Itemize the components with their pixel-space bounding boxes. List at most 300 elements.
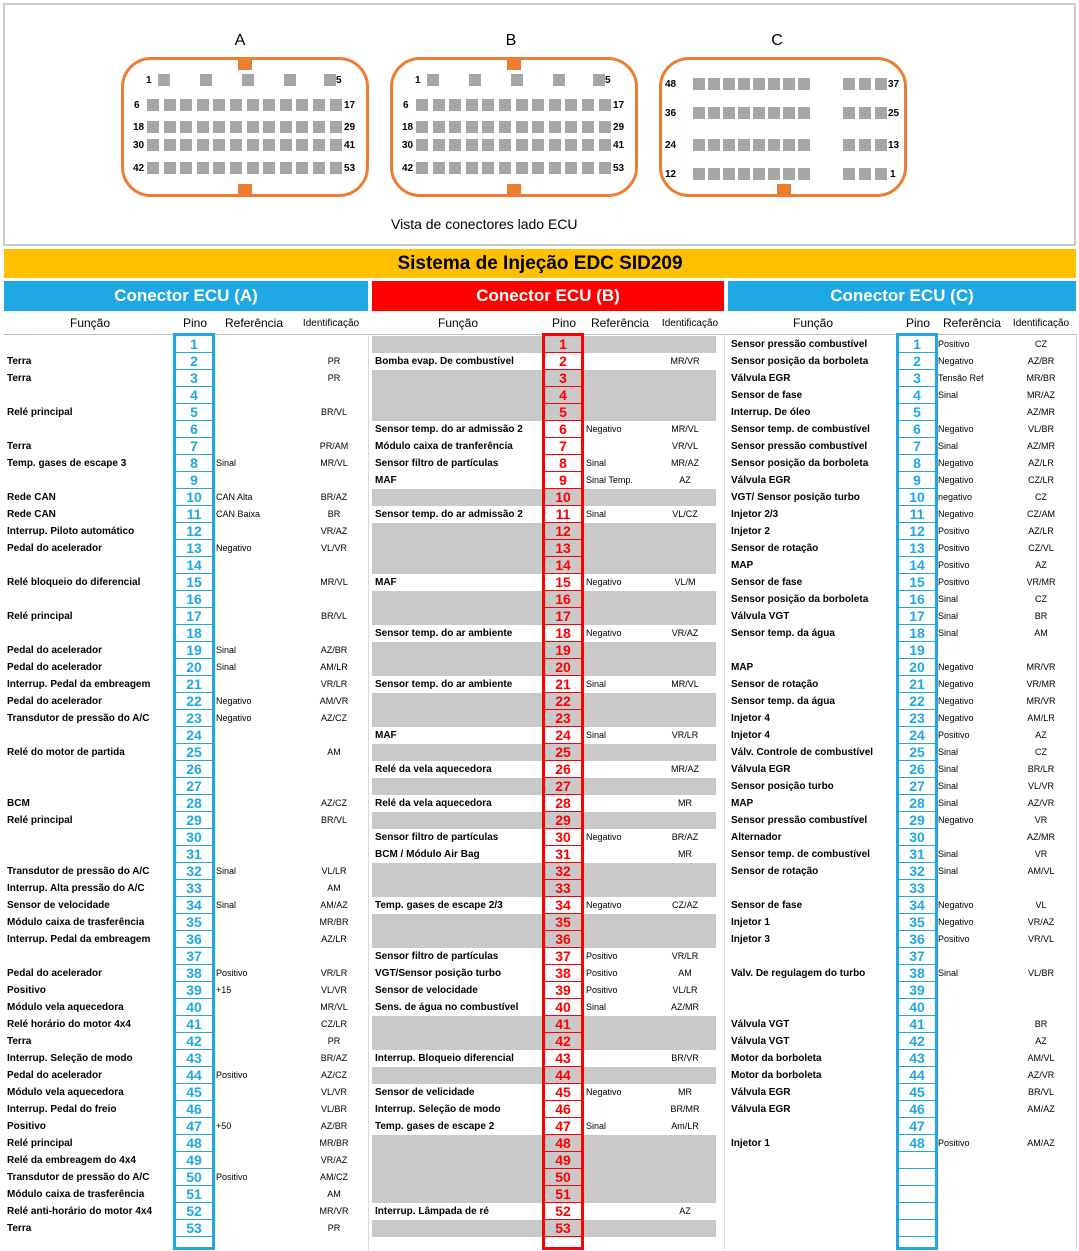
function-cell: Sensor pressão combustível: [731, 339, 868, 350]
identification-cell: AM/AZ: [1027, 1138, 1055, 1148]
connector-a-key-tab: [238, 60, 252, 70]
function-cell: Injetor 1: [731, 1138, 770, 1149]
pin-cavity: [147, 162, 159, 174]
pin-number: 19: [909, 642, 925, 658]
identification-cell: AM/VL: [1027, 866, 1055, 876]
pin-cavity: [449, 121, 461, 133]
function-cell: Temp. gases de escape 3: [7, 458, 127, 469]
reference-cell: Sinal: [938, 628, 959, 638]
identification-cell: CZ/LR: [1027, 475, 1054, 485]
column-header-pino: Pino: [905, 316, 931, 330]
pin-number: 45: [555, 1084, 571, 1100]
pin-number: 34: [909, 897, 925, 913]
pin-number: 29: [186, 812, 202, 828]
column-header-funcao: Função: [437, 316, 479, 330]
function-cell: Injetor 4: [731, 730, 770, 741]
pin-label: 17: [344, 100, 356, 111]
identification-cell: PR: [327, 373, 341, 383]
identification-cell: MR: [678, 1087, 692, 1097]
pin-cavity: [247, 139, 259, 151]
pin-cavity: [296, 99, 308, 111]
pin-cavity: [449, 139, 461, 151]
function-cell: Relé bloqueio do diferencial: [7, 577, 141, 588]
pin-cavity: [158, 74, 170, 86]
reference-cell: Positivo: [938, 934, 970, 944]
identification-cell: AM/CZ: [320, 1172, 348, 1182]
pin-cavity: [164, 162, 176, 174]
pin-number: 32: [186, 863, 202, 879]
pin-number: 20: [555, 659, 571, 675]
reference-cell: Positivo: [938, 560, 970, 570]
function-cell: Sensor temp. de combustível: [731, 849, 870, 860]
pin-cavity: [532, 139, 544, 151]
pin-cavity: [593, 74, 605, 86]
pin-number: 23: [909, 710, 925, 726]
pin-cavity: [516, 121, 528, 133]
identification-cell: AZ/BR: [320, 645, 348, 655]
pin-number: 37: [186, 948, 202, 964]
function-cell: Sensor de rotação: [731, 679, 819, 690]
identification-cell: AZ/VR: [1027, 1070, 1055, 1080]
pin-number: 45: [186, 1084, 202, 1100]
function-cell: Interrup. Lâmpada de ré: [375, 1206, 489, 1217]
identification-cell: BR/VL: [320, 407, 347, 417]
pin-column-frame-b: [542, 333, 584, 1250]
identification-cell: VL/VR: [320, 985, 347, 995]
identification-cell: BR: [1034, 1019, 1048, 1029]
identification-cell: AM/VL: [1027, 1053, 1055, 1063]
pin-cavity: [798, 168, 810, 180]
pin-cavity: [783, 139, 795, 151]
pin-cavity: [330, 121, 342, 133]
pin-number: 25: [555, 744, 571, 760]
reference-cell: Negativo: [938, 662, 974, 672]
identification-cell: PR/AM: [319, 441, 349, 451]
pin-cavity: [798, 78, 810, 90]
pin-cavity: [427, 74, 439, 86]
pin-cavity: [693, 168, 705, 180]
pin-number: 10: [186, 489, 202, 505]
identification-cell: VR: [1034, 849, 1048, 859]
function-cell: BCM: [7, 798, 30, 809]
pin-number: 42: [909, 1033, 925, 1049]
pin-number: 8: [913, 455, 921, 471]
function-cell: Motor da borboleta: [731, 1053, 822, 1064]
pin-column-frame-c: [896, 333, 938, 1250]
pin-number: 12: [555, 523, 571, 539]
pin-number: 36: [555, 931, 571, 947]
identification-cell: CZ: [1035, 492, 1047, 502]
pin-cavity: [723, 139, 735, 151]
pin-cavity: [693, 139, 705, 151]
pin-cavity: [197, 162, 209, 174]
identification-cell: BR/VL: [320, 815, 347, 825]
reference-cell: Negativo: [216, 713, 252, 723]
identification-cell: VR/VL: [1027, 934, 1054, 944]
pin-cavity: [582, 162, 594, 174]
identification-cell: VL/CZ: [672, 509, 698, 519]
column-header-identificacao: Identificação: [302, 318, 360, 329]
pin-number: 50: [186, 1169, 202, 1185]
reference-cell: Positivo: [938, 526, 970, 536]
pin-cavity: [532, 99, 544, 111]
pin-divider: [899, 1236, 935, 1237]
pin-cavity: [482, 121, 494, 133]
identification-cell: VR/AZ: [671, 628, 699, 638]
section-header-a: Conector ECU (A): [4, 281, 368, 311]
pin-cavity: [516, 162, 528, 174]
pin-number: 31: [186, 846, 202, 862]
function-cell: Sensor filtro de partículas: [375, 832, 499, 843]
pin-number: 45: [909, 1084, 925, 1100]
identification-cell: MR/VL: [320, 577, 348, 587]
function-cell: Válvula EGR: [731, 1087, 791, 1098]
pin-cavity: [599, 99, 611, 111]
pin-cavity: [565, 99, 577, 111]
function-cell: Sensor temp. da água: [731, 696, 835, 707]
pin-cavity: [482, 99, 494, 111]
function-cell: Sensor temp. do ar admissão 2: [375, 424, 523, 435]
identification-cell: AM: [1034, 628, 1048, 638]
pin-cavity: [798, 139, 810, 151]
pin-cavity: [147, 139, 159, 151]
pin-cavity: [466, 121, 478, 133]
pin-cavity: [738, 78, 750, 90]
pin-number: 26: [186, 761, 202, 777]
identification-cell: AM: [327, 1189, 341, 1199]
pin-number: 34: [186, 897, 202, 913]
column-header-referencia: Referência: [590, 316, 650, 330]
identification-cell: VR/AZ: [320, 526, 348, 536]
pin-label: 24: [665, 140, 677, 151]
reference-cell: Sinal: [938, 611, 959, 621]
pin-number: 19: [186, 642, 202, 658]
function-cell: Sensor filtro de partículas: [375, 458, 499, 469]
pin-label: 41: [344, 140, 356, 151]
function-cell: Alternador: [731, 832, 782, 843]
identification-cell: VL/VR: [320, 1087, 347, 1097]
identification-cell: BR/MR: [670, 1104, 700, 1114]
pin-label: 12: [665, 169, 677, 180]
reference-cell: Positivo: [216, 1070, 248, 1080]
pin-number: 4: [913, 387, 921, 403]
identification-cell: PR: [327, 1223, 341, 1233]
pin-number: 6: [559, 421, 567, 437]
pin-number: 28: [555, 795, 571, 811]
identification-cell: VR/MR: [1026, 577, 1056, 587]
pin-number: 36: [909, 931, 925, 947]
pin-number: 40: [186, 999, 202, 1015]
identification-cell: AZ/CZ: [321, 1070, 347, 1080]
pin-number: 18: [909, 625, 925, 641]
pin-cavity: [230, 139, 242, 151]
pin-cavity: [516, 139, 528, 151]
pin-cavity: [180, 99, 192, 111]
pin-number: 40: [909, 999, 925, 1015]
pin-label: 13: [888, 140, 900, 151]
reference-cell: Sinal: [216, 458, 237, 468]
pin-cavity: [708, 107, 720, 119]
function-cell: Válvula EGR: [731, 1104, 791, 1115]
pin-label: 6: [134, 100, 140, 111]
column-header-referencia: Referência: [224, 316, 284, 330]
column-header-funcao: Função: [792, 316, 834, 330]
reference-cell: +50: [216, 1121, 232, 1131]
function-cell: Injetor 4: [731, 713, 770, 724]
pin-number: 21: [555, 676, 571, 692]
identification-cell: CZ/AM: [1027, 509, 1055, 519]
pin-number: 14: [186, 557, 202, 573]
pin-cavity: [549, 121, 561, 133]
pin-cavity: [753, 107, 765, 119]
pin-number: 11: [186, 506, 202, 522]
pin-number: 9: [190, 472, 198, 488]
function-cell: MAP: [731, 560, 754, 571]
pin-number: 20: [186, 659, 202, 675]
identification-cell: CZ/LR: [320, 1019, 347, 1029]
pin-cavity: [499, 99, 511, 111]
pin-number: 38: [555, 965, 571, 981]
function-cell: Sensor temp. do ar ambiente: [375, 679, 513, 690]
identification-cell: BR/AZ: [671, 832, 699, 842]
pin-cavity: [313, 162, 325, 174]
identification-cell: VR/LR: [671, 730, 699, 740]
reference-cell: Sinal: [586, 509, 607, 519]
pin-cavity: [242, 74, 254, 86]
pin-cavity: [482, 162, 494, 174]
function-cell: Transdutor de pressão do A/C: [7, 866, 150, 877]
pin-cavity: [213, 121, 225, 133]
pin-cavity: [180, 121, 192, 133]
function-cell: Injetor 1: [731, 917, 770, 928]
pin-number: 28: [186, 795, 202, 811]
reference-cell: CAN Alta: [216, 492, 253, 502]
pin-cavity: [532, 121, 544, 133]
reference-cell: Sinal: [586, 1121, 607, 1131]
pin-cavity: [433, 121, 445, 133]
reference-cell: Sinal: [216, 645, 237, 655]
pin-number: 9: [559, 472, 567, 488]
reference-cell: +15: [216, 985, 232, 995]
function-cell: Válvula EGR: [731, 764, 791, 775]
function-cell: BCM / Módulo Air Bag: [375, 849, 480, 860]
function-cell: Temp. gases de escape 2: [375, 1121, 495, 1132]
identification-cell: VL/LR: [672, 985, 698, 995]
pin-number: 53: [555, 1220, 571, 1236]
pin-cavity: [164, 139, 176, 151]
pin-number: 1: [190, 336, 198, 352]
pin-cavity: [313, 121, 325, 133]
pin-cavity: [313, 139, 325, 151]
pin-cavity: [708, 139, 720, 151]
pin-label: 53: [613, 163, 625, 174]
pin-number: 25: [186, 744, 202, 760]
pin-number: 48: [555, 1135, 571, 1151]
pin-cavity: [213, 139, 225, 151]
reference-cell: Negativo: [586, 424, 622, 434]
function-cell: Sensor pressão combustível: [731, 815, 868, 826]
pin-cavity: [416, 139, 428, 151]
pin-number: 30: [909, 829, 925, 845]
connector-b-letter: B: [505, 32, 517, 49]
pin-number: 17: [909, 608, 925, 624]
column-header-identificacao: Identificação: [661, 318, 719, 329]
pin-cavity: [313, 99, 325, 111]
pin-number: 3: [559, 370, 567, 386]
identification-cell: MR/AZ: [671, 764, 699, 774]
pin-cavity: [738, 139, 750, 151]
identification-cell: BR/AZ: [320, 492, 348, 502]
identification-cell: MR/VR: [1026, 662, 1056, 672]
column-header-pino: Pino: [182, 316, 208, 330]
function-cell: Interrup. Seleção de modo: [7, 1053, 133, 1064]
column-separator: [1076, 334, 1077, 1250]
identification-cell: AM: [327, 883, 341, 893]
pin-cavity: [549, 99, 561, 111]
reference-cell: Sinal: [938, 849, 959, 859]
pin-number: 51: [186, 1186, 202, 1202]
pin-cavity: [768, 78, 780, 90]
function-cell: Injetor 2: [731, 526, 770, 537]
pin-number: 33: [909, 880, 925, 896]
reference-cell: Positivo: [216, 1172, 248, 1182]
function-cell: Transdutor de pressão do A/C: [7, 1172, 150, 1183]
function-cell: MAP: [731, 798, 754, 809]
function-cell: Válvula VGT: [731, 1036, 790, 1047]
pin-label: 36: [665, 108, 677, 119]
identification-cell: CZ/AZ: [672, 900, 698, 910]
pin-number: 33: [186, 880, 202, 896]
identification-cell: AZ: [679, 475, 691, 485]
pin-number: 41: [909, 1016, 925, 1032]
reference-cell: negativo: [938, 492, 973, 502]
identification-cell: CZ: [1035, 594, 1047, 604]
pin-number: 52: [186, 1203, 202, 1219]
pin-cavity: [230, 99, 242, 111]
pin-cavity: [738, 107, 750, 119]
pin-number: 29: [909, 812, 925, 828]
pin-label: 30: [402, 140, 414, 151]
pin-cavity: [247, 162, 259, 174]
identification-cell: BR/VR: [671, 1053, 699, 1063]
pin-cavity: [280, 99, 292, 111]
pin-cavity: [449, 162, 461, 174]
function-cell: Interrup. Alta pressão do A/C: [7, 883, 145, 894]
pin-label: 18: [402, 122, 414, 133]
pin-cavity: [230, 121, 242, 133]
pin-number: 24: [186, 727, 202, 743]
function-cell: Transdutor de pressão do A/C: [7, 713, 150, 724]
function-cell: Positivo: [7, 1121, 46, 1132]
pin-cavity: [280, 139, 292, 151]
pin-number: 52: [555, 1203, 571, 1219]
pin-number: 5: [190, 404, 198, 420]
identification-cell: VL: [1035, 900, 1047, 910]
column-header-funcao: Função: [69, 316, 111, 330]
pin-cavity: [416, 162, 428, 174]
identification-cell: PR: [327, 1036, 341, 1046]
pin-number: 4: [559, 387, 567, 403]
reference-cell: Tensão Ref: [938, 373, 984, 383]
pin-number: 32: [909, 863, 925, 879]
reference-cell: Negativo: [938, 509, 974, 519]
pin-number: 22: [186, 693, 202, 709]
reference-cell: Sinal: [586, 1002, 607, 1012]
pin-cavity: [875, 139, 887, 151]
pin-cavity: [330, 139, 342, 151]
pin-label: 42: [133, 163, 145, 174]
reference-cell: Positivo: [938, 339, 970, 349]
pin-cavity: [466, 139, 478, 151]
pin-label: 53: [344, 163, 356, 174]
pin-number: 38: [909, 965, 925, 981]
pin-cavity: [200, 74, 212, 86]
pin-number: 3: [190, 370, 198, 386]
reference-cell: Negativo: [216, 543, 252, 553]
identification-cell: Am/LR: [671, 1121, 699, 1131]
identification-cell: AZ/VR: [1027, 798, 1055, 808]
identification-cell: AM/LR: [320, 662, 348, 672]
pin-number: 30: [555, 829, 571, 845]
pin-label: 18: [133, 122, 145, 133]
function-cell: Sensor posição da borboleta: [731, 458, 869, 469]
reference-cell: Sinal: [938, 594, 959, 604]
reference-cell: Positivo: [586, 985, 618, 995]
pin-number: 8: [190, 455, 198, 471]
pin-divider: [899, 1202, 935, 1203]
identification-cell: VL/BR: [1027, 968, 1054, 978]
pin-number: 42: [186, 1033, 202, 1049]
reference-cell: Sinal: [216, 900, 237, 910]
pin-cavity: [180, 162, 192, 174]
identification-cell: MR: [678, 849, 692, 859]
pin-cavity: [843, 168, 855, 180]
pin-number: 22: [555, 693, 571, 709]
identification-cell: AZ: [679, 1206, 691, 1216]
identification-cell: VR: [1034, 815, 1048, 825]
function-cell: MAF: [375, 475, 397, 486]
identification-cell: AZ/LR: [1028, 526, 1054, 536]
pin-cavity: [324, 74, 336, 86]
function-cell: Relé horário do motor 4x4: [7, 1019, 131, 1030]
function-cell: Terra: [7, 1223, 32, 1234]
identification-cell: AZ/CZ: [321, 713, 347, 723]
pin-cavity: [768, 139, 780, 151]
column-header-referencia: Referência: [942, 316, 1002, 330]
pin-number: 46: [909, 1101, 925, 1117]
function-cell: Relé principal: [7, 407, 73, 418]
pin-number: 32: [555, 863, 571, 879]
section-header-b: Conector ECU (B): [372, 281, 724, 311]
function-cell: Relé anti-horário do motor 4x4: [7, 1206, 153, 1217]
reference-cell: Positivo: [586, 968, 618, 978]
reference-cell: Positivo: [216, 968, 248, 978]
reference-cell: Sinal: [938, 764, 959, 774]
function-cell: Interrup. De óleo: [731, 407, 811, 418]
identification-cell: AM/LR: [1027, 713, 1055, 723]
reference-cell: Sinal: [938, 798, 959, 808]
function-cell: MAF: [375, 730, 397, 741]
function-cell: Válvula VGT: [731, 1019, 790, 1030]
pin-cavity: [330, 162, 342, 174]
pin-cavity: [843, 107, 855, 119]
function-cell: Interrup. Pedal da embreagem: [7, 679, 151, 690]
function-cell: Sens. de água no combustível: [375, 1002, 519, 1013]
pin-cavity: [753, 139, 765, 151]
identification-cell: VR/LR: [320, 968, 348, 978]
function-cell: Relé da vela aquecedora: [375, 798, 492, 809]
function-cell: Interrup. Pedal da embreagem: [7, 934, 151, 945]
